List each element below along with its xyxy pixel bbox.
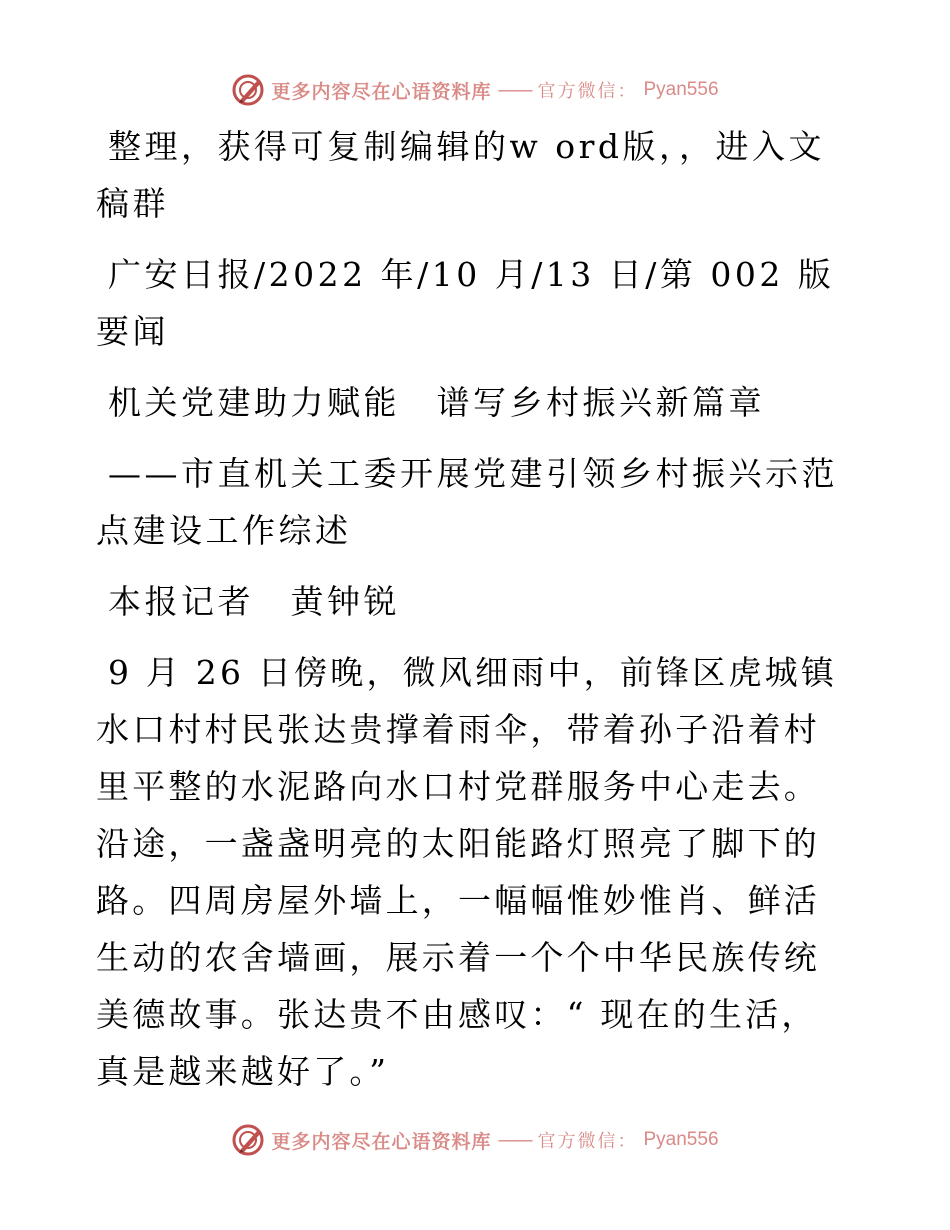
article-title: 机关党建助力赋能 谱写乡村振兴新篇章 <box>108 383 765 422</box>
header-watermark <box>0 72 950 108</box>
doc-note: 整理，获得可复制编辑的w ord版，，进入文稿群 <box>96 127 826 223</box>
watermark-account: Pyan556 <box>643 1129 719 1150</box>
article-byline: 本报记者 黄钟锐 <box>108 582 400 621</box>
brand-logo-icon <box>231 1123 265 1157</box>
doc-source-line: 广安日报/2022 年/10 月/13 日/第 002 版要闻 <box>96 255 835 351</box>
watermark-account: Pyan556 <box>643 79 719 100</box>
article-subtitle: ——市直机关工委开展党建引领乡村振兴示范点建设工作综述 <box>96 454 838 550</box>
watermark-dash: —— <box>497 1129 532 1151</box>
document-content <box>96 118 848 1114</box>
brand-logo-icon <box>231 73 265 107</box>
watermark-sub-text: 官方微信： <box>537 1131 638 1152</box>
watermark-main-text: 更多内容尽在心语资料库 <box>271 1130 492 1153</box>
footer-watermark <box>0 1122 950 1158</box>
watermark-main-text: 更多内容尽在心语资料库 <box>271 80 492 103</box>
watermark-sub-text: 官方微信： <box>537 81 638 102</box>
watermark-dash: —— <box>497 79 532 101</box>
article-body-paragraph: 9 月 26 日傍晚，微风细雨中，前锋区虎城镇水口村村民张达贵撑着雨伞，带着孙子沿着村里平整的水泥路向水口村党群服务中心走去。沿途，一盏盏明亮的太阳能路灯照亮了脚下的路。四周房屋外墙上，一幅幅惟妙惟肖、鲜活生动的农舍墙画，展示着一个个中华民族传统美德故事。张达贵不由感叹：“ 现在的生活，真是越来越好了。” <box>96 653 838 1091</box>
